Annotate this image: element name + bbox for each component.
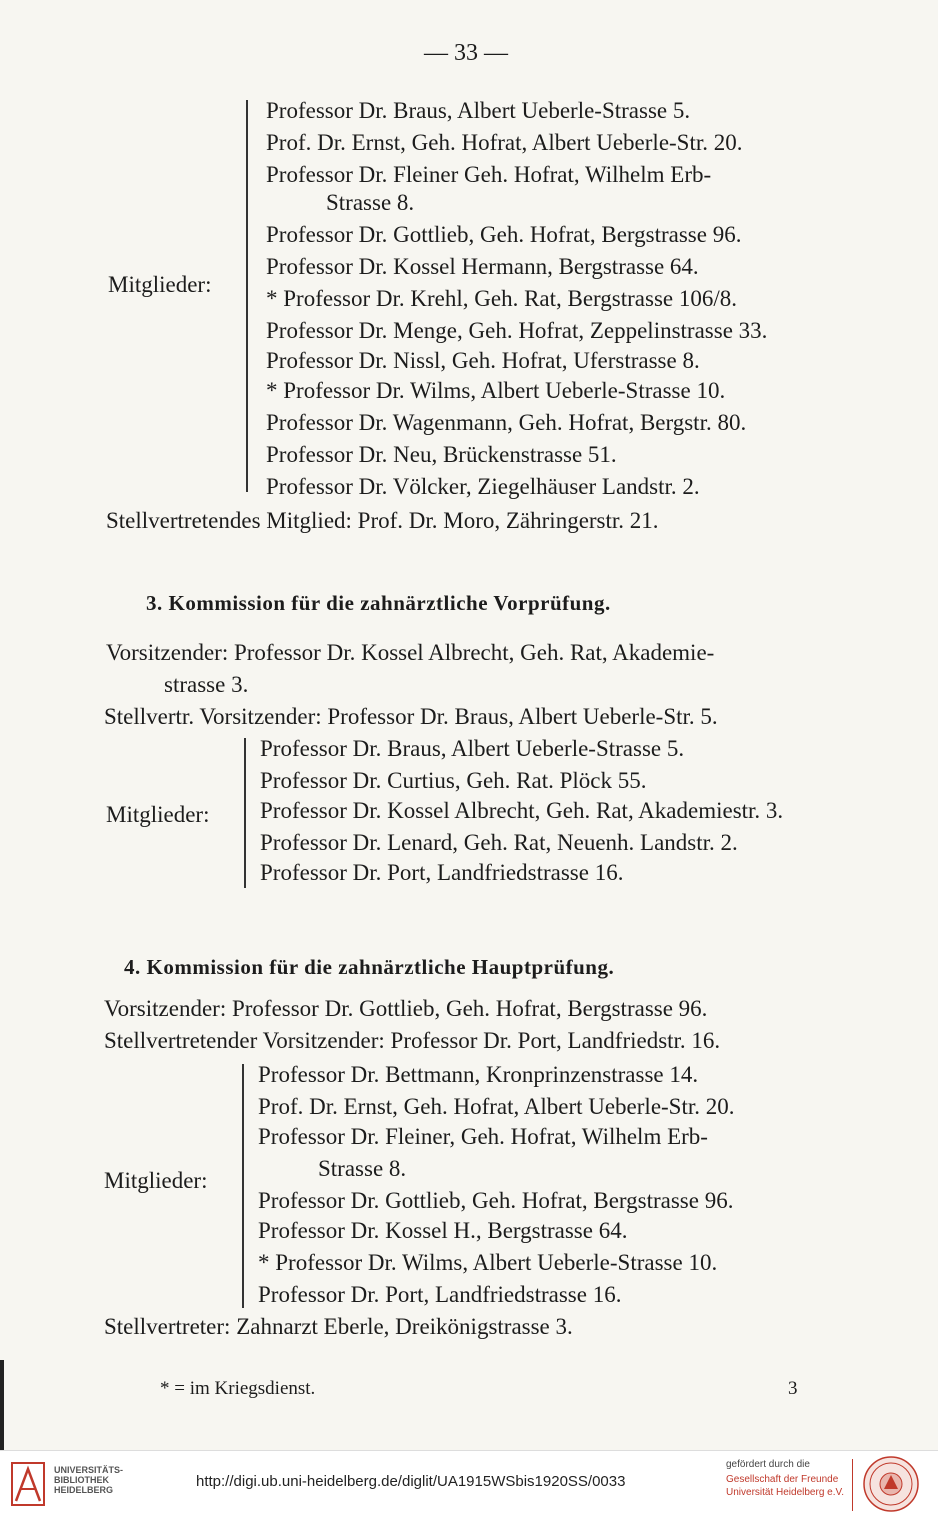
members-label: Mitglieder:	[106, 802, 210, 827]
member-line: * Professor Dr. Wilms, Albert Ueberle-Strasse 10.	[258, 1250, 718, 1275]
member-line: Strasse 8.	[318, 1156, 407, 1181]
member-line: Professor Dr. Gottlieb, Geh. Hofrat, Bergstrasse 96.	[258, 1188, 734, 1213]
section-heading: 4. Kommission für die zahnärztliche Hauptprüfung.	[124, 955, 615, 979]
permalink-url[interactable]: http://digi.ub.uni-heidelberg.de/diglit/UA1915WSbis1920SS/0033	[196, 1473, 626, 1490]
footer-divider	[852, 1459, 853, 1511]
member-line: Professor Dr. Fleiner, Geh. Hofrat, Wilhelm Erb-	[258, 1124, 708, 1149]
library-name-line: HEIDELBERG	[54, 1485, 114, 1495]
substitute-line: Stellvertreter: Zahnarzt Eberle, Dreikönigstrasse 3.	[104, 1314, 573, 1339]
vice-chair-line: Stellvertretender Vorsitzender: Professor Dr. Port, Landfriedstr. 16.	[104, 1028, 721, 1053]
library-logo-icon	[10, 1461, 46, 1507]
member-line: Professor Dr. Braus, Albert Ueberle-Strasse 5.	[266, 98, 691, 123]
member-line: Professor Dr. Port, Landfriedstrasse 16.	[260, 860, 624, 885]
member-line: Professor Dr. Lenard, Geh. Rat, Neuenh. Landstr. 2.	[260, 830, 738, 855]
member-line: Prof. Dr. Ernst, Geh. Hofrat, Albert Ueberle-Str. 20.	[258, 1094, 735, 1119]
member-line: Professor Dr. Neu, Brückenstrasse 51.	[266, 442, 617, 467]
chair-line: Vorsitzender: Professor Dr. Gottlieb, Geh. Hofrat, Bergstrasse 96.	[104, 996, 708, 1021]
library-name-line: BIBLIOTHEK	[54, 1475, 109, 1485]
member-line: Professor Dr. Bettmann, Kronprinzenstrasse 14.	[258, 1062, 699, 1087]
footnote: * = im Kriegsdienst.	[160, 1378, 316, 1399]
society-name-line: Universität Heidelberg e.V.	[726, 1487, 845, 1498]
page-number: — 33 —	[424, 40, 508, 66]
member-line: Professor Dr. Fleiner Geh. Hofrat, Wilhelm Erb-	[266, 162, 712, 187]
members-brace	[246, 100, 248, 492]
members-label: Mitglieder:	[108, 272, 212, 297]
deputy-member-line: Stellvertretendes Mitglied: Prof. Dr. Moro, Zähringerstr. 21.	[106, 508, 659, 533]
scan-edge-line	[0, 1360, 4, 1450]
member-line: Professor Dr. Kossel Albrecht, Geh. Rat, Akademiestr. 3.	[260, 798, 784, 823]
member-line: Strasse 8.	[326, 190, 415, 215]
member-line: Professor Dr. Menge, Geh. Hofrat, Zeppelinstrasse 33.	[266, 318, 768, 343]
members-brace	[244, 738, 246, 888]
member-line: Professor Dr. Curtius, Geh. Rat. Plöck 55.	[260, 768, 647, 793]
member-line: Professor Dr. Port, Landfriedstrasse 16.	[258, 1282, 622, 1307]
viewer-footer	[0, 1450, 938, 1517]
society-name-line: Gesellschaft der Freunde	[726, 1474, 839, 1485]
member-line: Professor Dr. Wagenmann, Geh. Hofrat, Bergstr. 80.	[266, 410, 747, 435]
member-line: Professor Dr. Nissl, Geh. Hofrat, Uferstrasse 8.	[266, 348, 700, 373]
members-label: Mitglieder:	[104, 1168, 208, 1193]
funded-by-text: gefördert durch die	[726, 1459, 810, 1470]
university-seal-icon	[862, 1455, 920, 1513]
member-line: * Professor Dr. Krehl, Geh. Rat, Bergstrasse 106/8.	[266, 286, 738, 311]
member-line: Professor Dr. Kossel H., Bergstrasse 64.	[258, 1218, 628, 1243]
chair-line: Vorsitzender: Professor Dr. Kossel Albrecht, Geh. Rat, Akademie-	[106, 640, 715, 665]
chair-line: strasse 3.	[164, 672, 249, 697]
member-line: Professor Dr. Gottlieb, Geh. Hofrat, Bergstrasse 96.	[266, 222, 742, 247]
library-name-line: UNIVERSITÄTS-	[54, 1465, 124, 1475]
member-line: Professor Dr. Braus, Albert Ueberle-Strasse 5.	[260, 736, 685, 761]
signature-mark: 3	[788, 1378, 798, 1399]
member-line: Professor Dr. Kossel Hermann, Bergstrasse 64.	[266, 254, 699, 279]
members-brace	[242, 1064, 244, 1308]
society-name	[726, 1473, 844, 1499]
member-line: Professor Dr. Völcker, Ziegelhäuser Landstr. 2.	[266, 474, 700, 499]
vice-chair-line: Stellvertr. Vorsitzender: Professor Dr. Braus, Albert Ueberle-Str. 5.	[104, 704, 718, 729]
member-line: Prof. Dr. Ernst, Geh. Hofrat, Albert Ueberle-Str. 20.	[266, 130, 743, 155]
section-heading: 3. Kommission für die zahnärztliche Vorprüfung.	[146, 591, 611, 615]
member-line: * Professor Dr. Wilms, Albert Ueberle-Strasse 10.	[266, 378, 726, 403]
library-name	[54, 1465, 123, 1495]
